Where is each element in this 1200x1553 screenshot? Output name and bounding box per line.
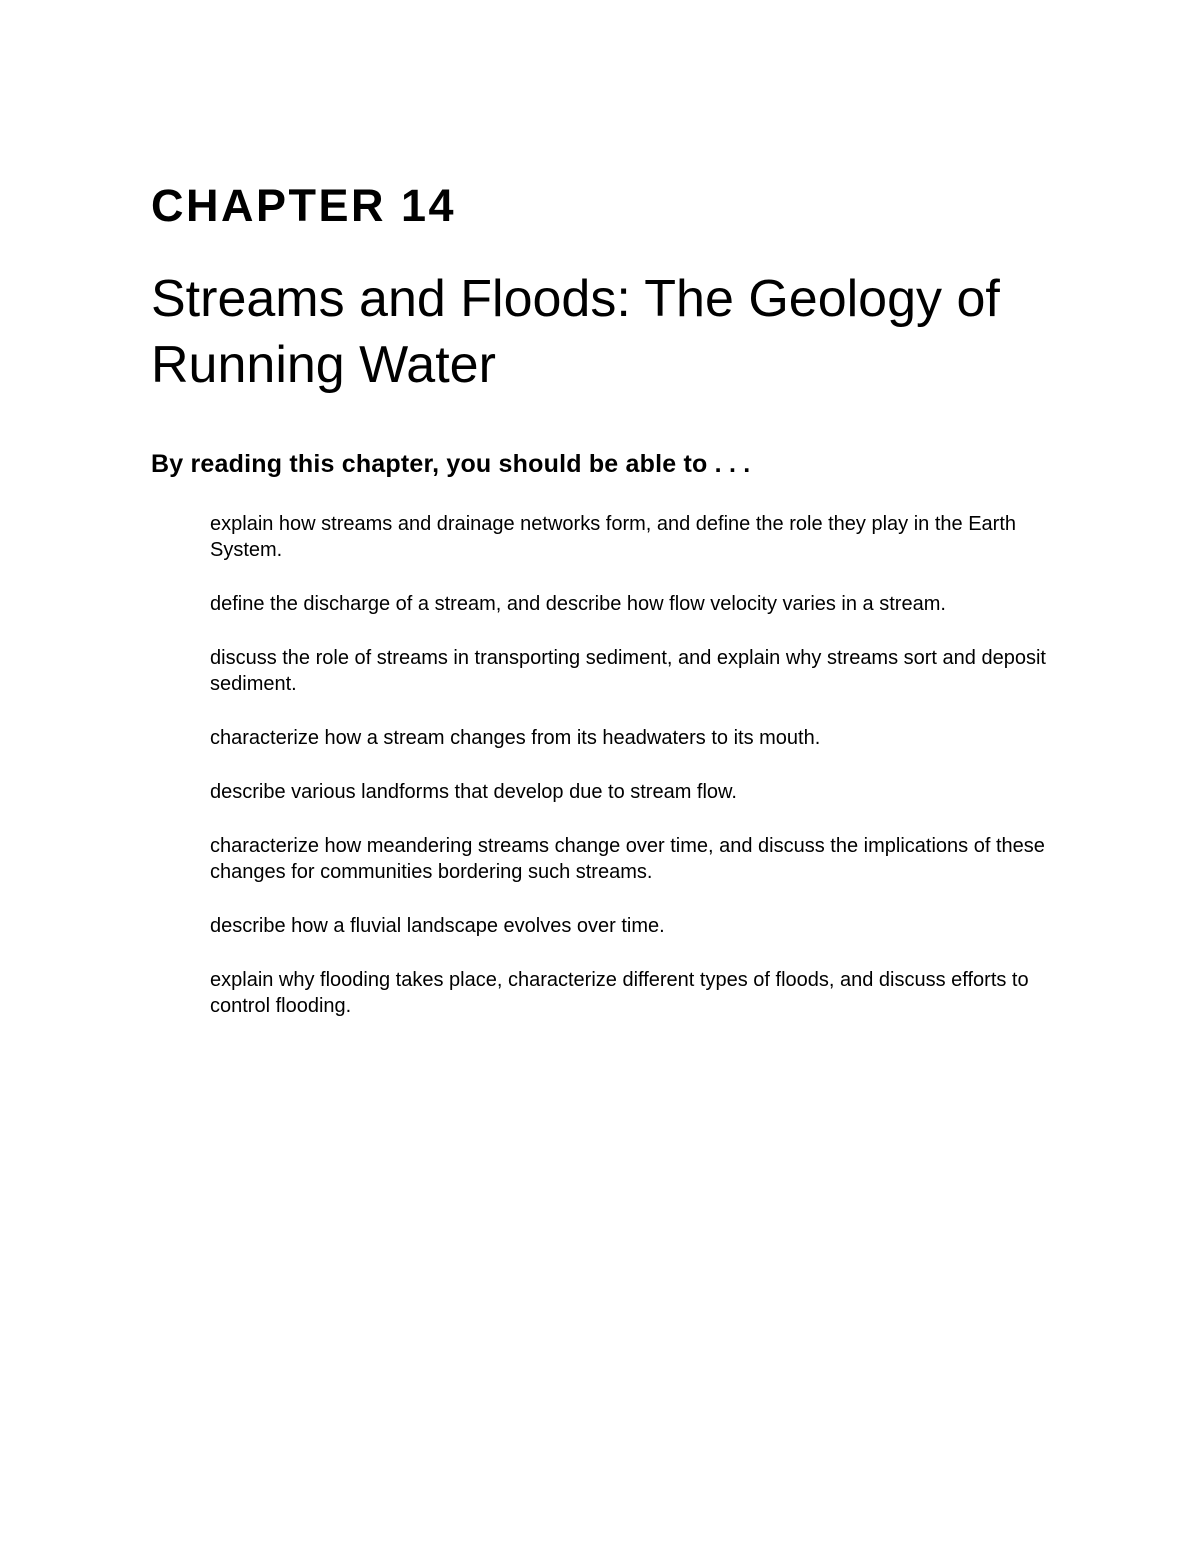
chapter-label: CHAPTER 14 <box>151 180 457 231</box>
chapter-title: Streams and Floods: The Geology of Running Water <box>151 270 1000 394</box>
objective-item: describe how a fluvial landscape evolves over time. <box>210 915 665 937</box>
learning-objectives-intro: By reading this chapter, you should be able to . . . <box>151 450 751 478</box>
objective-item: characterize how meandering streams change over time, and discuss the implications of these changes for communities bordering such streams. <box>210 835 1045 883</box>
objective-item: discuss the role of streams in transporting sediment, and explain why streams sort and deposit sediment. <box>210 647 1046 695</box>
objective-item: explain why flooding takes place, characterize different types of floods, and discuss efforts to control flooding. <box>210 969 1029 1017</box>
objective-item: define the discharge of a stream, and describe how flow velocity varies in a stream. <box>210 593 946 615</box>
learning-objectives-list <box>210 511 1060 1047</box>
objective-item: describe various landforms that develop due to stream flow. <box>210 781 737 803</box>
objective-item: explain how streams and drainage networks form, and define the role they play in the Earth System. <box>210 513 1017 561</box>
objective-item: characterize how a stream changes from its headwaters to its mouth. <box>210 727 821 749</box>
